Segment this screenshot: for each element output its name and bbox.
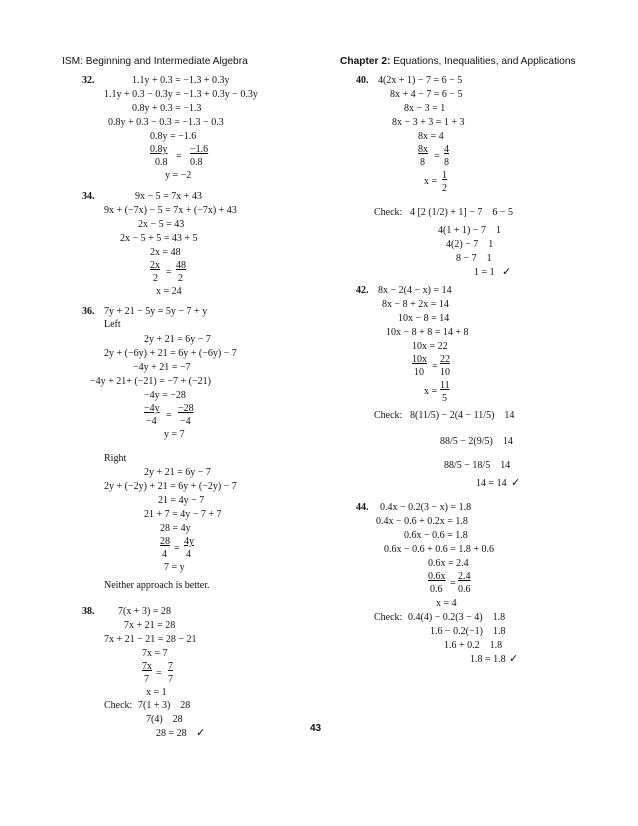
page-number: 43	[310, 723, 322, 734]
equation-line: 2x − 5 + 5 = 43 + 5	[120, 233, 198, 244]
equation-line: x =	[424, 176, 438, 187]
equals-sign: =	[166, 267, 172, 278]
approach-label: Right	[104, 453, 127, 464]
fraction-denominator: 8	[444, 157, 449, 168]
equation-line: 8x = 4	[418, 131, 444, 142]
check-label: Check:	[374, 207, 403, 218]
equation-line: 2y + 21 = 6y − 7	[144, 467, 211, 478]
equation-line: x =	[424, 386, 438, 397]
check-line: 1 = 1	[474, 267, 495, 278]
equals-sign: =	[450, 578, 456, 589]
fraction-numerator: 1	[442, 170, 447, 181]
fraction-denominator: −4	[146, 416, 157, 427]
equation-line: x = 1	[146, 687, 167, 698]
equation-line: 8x − 3 = 1	[404, 103, 446, 114]
fraction-denominator: 7	[168, 674, 173, 685]
check-line: 14 = 14	[476, 478, 507, 489]
problem-number: 36.	[82, 306, 95, 317]
check-expression: 88/5 − 18/5 14	[444, 460, 511, 471]
equation-line: 28 = 4y	[160, 523, 191, 534]
fraction-denominator: 5	[442, 393, 447, 404]
fraction-denominator: 7	[144, 674, 149, 685]
check-mark-icon: ✓	[196, 726, 206, 739]
equals-sign: =	[432, 361, 438, 372]
equation-line: y = 7	[164, 429, 185, 440]
fraction-denominator: 0.8	[190, 157, 203, 168]
equation-line: −4y = −28	[144, 390, 186, 401]
fraction-denominator: 4	[162, 549, 167, 560]
equation-line: 2x − 5 = 43	[138, 219, 185, 230]
check-label: Check:	[374, 410, 403, 421]
fraction-numerator: −28	[178, 403, 194, 414]
approach-label: Left	[104, 319, 121, 330]
fraction-denominator: 2	[178, 273, 183, 284]
equation-line: 7(x + 3) = 28	[118, 606, 171, 617]
equation-line: 7x = 7	[142, 648, 168, 659]
fraction-numerator: −4y	[144, 403, 160, 414]
check-line: 4(1 + 1) − 7 1	[438, 225, 501, 236]
chapter-title: Equations, Inequalities, and Applications	[390, 56, 576, 67]
fraction-numerator: 4	[444, 144, 449, 155]
equation-line: 21 + 7 = 4y − 7 + 7	[144, 509, 222, 520]
equation-line: 10x = 22	[412, 341, 448, 352]
equation-line: 2y + 21 = 6y − 7	[144, 334, 211, 345]
equation-line: −4y + 21 = −7	[133, 362, 191, 373]
equation-line: 7 = y	[164, 562, 185, 573]
equals-sign: =	[166, 410, 172, 421]
equation-line: 9x − 5 = 7x + 43	[135, 191, 202, 202]
equation-line: 1.1y + 0.3 − 0.3y = −1.3 + 0.3y − 0.3y	[104, 89, 258, 100]
equation-line: 2y + (−2y) + 21 = 6y + (−2y) − 7	[104, 481, 237, 492]
equation-line: 0.8y + 0.3 = −1.3	[132, 103, 202, 114]
check-line: 1.6 − 0.2(−1) 1.8	[430, 626, 506, 637]
equation-line: −4y + 21+ (−21) = −7 + (−21)	[90, 376, 211, 387]
problem-number: 34.	[82, 191, 95, 202]
fraction-numerator: 8x	[418, 144, 428, 155]
fraction-numerator: 0.6x	[428, 571, 446, 582]
equation-line: 0.8y + 0.3 − 0.3 = −1.3 − 0.3	[108, 117, 224, 128]
fraction-denominator: 10	[440, 367, 450, 378]
equation-line: 0.4x − 0.2(3 − x) = 1.8	[380, 502, 472, 513]
equation-line: 4(2x + 1) − 7 = 6 − 5	[378, 75, 463, 86]
fraction-numerator: 2.4	[458, 571, 471, 582]
equation-line: 10x − 8 = 14	[398, 313, 450, 324]
fraction-numerator: 2x	[150, 260, 160, 271]
check-label: Check:	[104, 700, 133, 711]
fraction-denominator: −4	[180, 416, 191, 427]
check-line: 4(2) − 7 1	[446, 239, 494, 250]
problem-number: 32.	[82, 75, 95, 86]
problem-number: 44.	[356, 502, 369, 513]
equation-line: 7x + 21 − 21 = 28 − 21	[104, 634, 197, 645]
problem-number: 38.	[82, 606, 95, 617]
check-mark-icon: ✓	[509, 652, 519, 665]
fraction-denominator: 8	[420, 157, 425, 168]
fraction-numerator: 10x	[412, 354, 427, 365]
equals-sign: =	[174, 543, 180, 554]
equation-line: 10x − 8 + 8 = 14 + 8	[386, 327, 469, 338]
equation-line: 0.4x − 0.6 + 0.2x = 1.8	[376, 516, 468, 527]
equation-line: x = 4	[436, 598, 457, 609]
fraction-numerator: 28	[160, 536, 170, 547]
check-line: 28 = 28	[156, 728, 187, 739]
check-line: 1.8 = 1.8	[470, 654, 506, 665]
fraction-numerator: −1.6	[190, 144, 209, 155]
fraction-numerator: 22	[440, 354, 450, 365]
conclusion-text: Neither approach is better.	[104, 580, 210, 591]
running-header-left	[62, 56, 248, 67]
equation-line: 8x + 4 − 7 = 6 − 5	[390, 89, 463, 100]
fraction-denominator: 10	[414, 367, 424, 378]
check-line: 7(4) 28	[146, 714, 183, 725]
running-header-right	[340, 56, 576, 67]
equation-line: 7x + 21 = 28	[124, 620, 176, 631]
equation-line: 0.8y = −1.6	[150, 131, 197, 142]
equation-line: 7y + 21 − 5y = 5y − 7 + y	[104, 306, 208, 317]
fraction-denominator: 0.8	[155, 157, 168, 168]
problem-number: 40.	[356, 75, 369, 86]
equation-line: 9x + (−7x) − 5 = 7x + (−7x) + 43	[104, 205, 237, 216]
equation-line: 2x = 48	[150, 247, 181, 258]
check-expression: 4 [2 (1/2) + 1] − 7 6 − 5	[410, 207, 514, 218]
check-expression: 88/5 − 2(9/5) 14	[440, 436, 513, 447]
fraction-numerator: 7x	[142, 661, 152, 672]
problem-number: 42.	[356, 285, 369, 296]
fraction-numerator: 7	[168, 661, 173, 672]
fraction-numerator: 4y	[184, 536, 194, 547]
equation-line: 0.6x − 0.6 = 1.8	[404, 530, 468, 541]
book-title: ISM: Beginning and Intermediate Algebra	[62, 56, 248, 67]
check-line: 1.6 + 0.2 1.8	[444, 640, 503, 651]
equation-line: x = 24	[156, 286, 182, 297]
equals-sign: =	[434, 151, 440, 162]
equation-line: 0.6x − 0.6 + 0.6 = 1.8 + 0.6	[384, 544, 495, 555]
fraction-denominator: 2	[442, 183, 447, 194]
fraction-numerator: 48	[176, 260, 186, 271]
equals-sign: =	[156, 668, 162, 679]
fraction-denominator: 2	[153, 273, 158, 284]
equation-line: y = −2	[165, 170, 192, 181]
check-mark-icon: ✓	[502, 265, 512, 278]
check-label: Check:	[374, 612, 403, 623]
equation-line: 8x − 3 + 3 = 1 + 3	[392, 117, 465, 128]
equation-line: 8x − 8 + 2x = 14	[382, 299, 449, 310]
fraction-denominator: 4	[186, 549, 191, 560]
fraction-numerator: 11	[440, 380, 450, 391]
check-expression: 8(11/5) − 2(4 − 11/5) 14	[410, 410, 515, 421]
fraction-denominator: 0.6	[430, 584, 443, 595]
check-line: 0.4(4) − 0.2(3 − 4) 1.8	[408, 612, 506, 623]
chapter-label: Chapter 2:	[340, 56, 391, 67]
check-line: 7(1 + 3) 28	[138, 700, 191, 711]
equation-line: 1.1y + 0.3 = −1.3 + 0.3y	[132, 75, 230, 86]
equals-sign: =	[176, 151, 182, 162]
fraction-denominator: 0.6	[458, 584, 471, 595]
fraction-numerator: 0.8y	[150, 144, 168, 155]
check-line: 8 − 7 1	[456, 253, 492, 264]
check-mark-icon: ✓	[511, 476, 521, 489]
equation-line: 2y + (−6y) + 21 = 6y + (−6y) − 7	[104, 348, 237, 359]
equation-line: 21 = 4y − 7	[158, 495, 205, 506]
equation-line: 8x − 2(4 − x) = 14	[378, 285, 452, 296]
equation-line: 0.6x = 2.4	[428, 558, 469, 569]
